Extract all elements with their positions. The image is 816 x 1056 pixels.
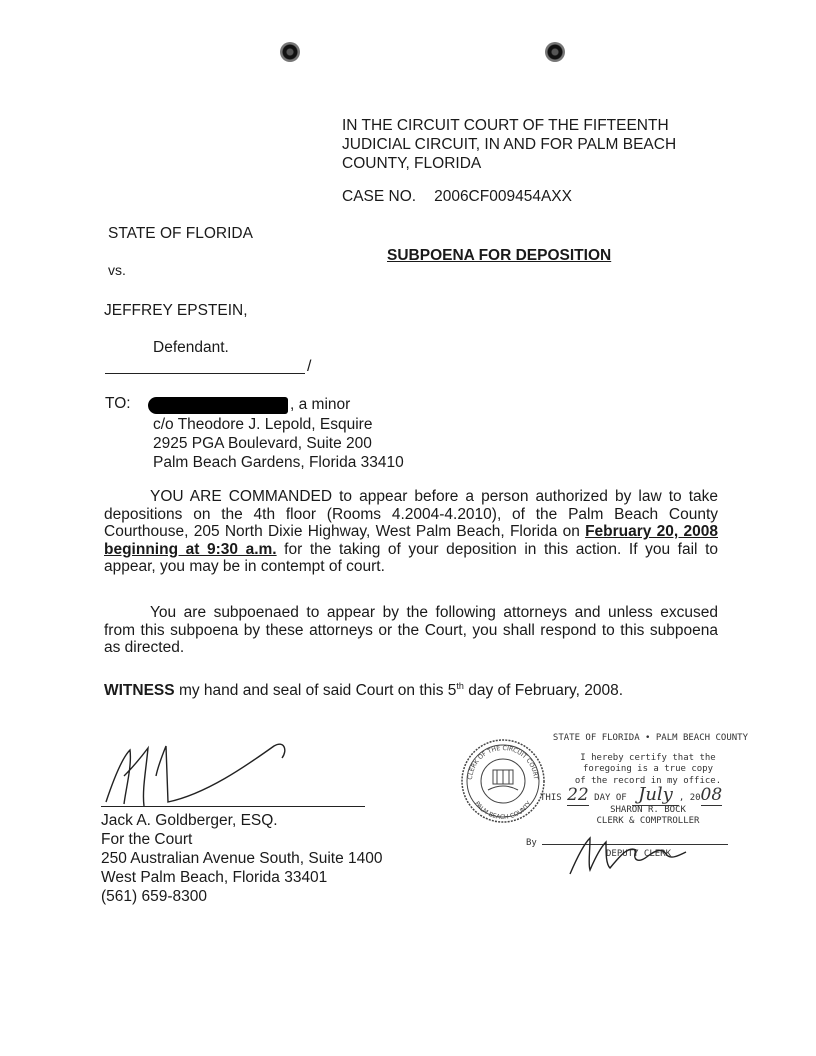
deposition-time: beginning at 9:30 a.m. [104,540,277,558]
case-number-label: CASE NO. [342,188,417,205]
cert-this-label: THIS [540,793,562,803]
command-text-a: YOU ARE COMMANDED to appear before a person authorized by law to take depositions on the 4th floor (Rooms 4.2004-4.2010), of the Palm Beach County Courthouse, 205 North Dixie Highway, West Palm Beach, Florida on [104,488,718,540]
court-header-line2: JUDICIAL CIRCUIT, IN AND FOR PALM BEACH [342,136,677,153]
case-number-line [342,188,572,206]
document-title: SUBPOENA FOR DEPOSITION [387,247,612,264]
case-number: 2006CF009454AXX [434,188,572,205]
seal-text-top: CLERK OF THE CIRCUIT COURT [466,744,540,781]
attorney-phone: (561) 659-8300 [101,888,207,905]
attorney-signature [96,736,296,808]
caption-divider [105,373,305,374]
cert-clerk-name: SHARON R. BOCK [610,804,686,815]
attorney-name: Jack A. Goldberger, ESQ. [101,812,278,829]
court-header [342,116,712,173]
versus: vs. [108,262,126,278]
cert-day-of: DAY OF [594,793,627,803]
attorney-address2: West Palm Beach, Florida 33401 [101,869,328,886]
cert-date-line: THIS 22 DAY OF July , 2008 [540,784,723,805]
cert-by-label: By [526,837,537,848]
redaction-bar [148,397,288,414]
cert-deputy-label: DEPUTY CLERK [606,849,672,859]
attorney-block [101,811,383,906]
cert-year-prefix: 20 [689,793,701,803]
command-paragraph [104,488,718,576]
attorney-for: For the Court [101,831,193,848]
deposition-date: February 20, 2008 [585,523,718,540]
court-header-line1: IN THE CIRCUIT COURT OF THE FIFTEENTH [342,117,669,134]
attorneys-paragraph [104,604,718,657]
witness-line [104,681,623,700]
witness-text-b: day of February, 2008. [468,682,624,700]
defendant-label: Defendant. [153,339,229,356]
court-header-line3: COUNTY, FLORIDA [342,155,482,172]
deputy-signature [566,834,706,878]
command-text-b: for the taking of your deposition in this action. If you fail to appear, you may be in contempt of court. [104,540,718,575]
cert-month: July [632,784,679,806]
to-label: TO: [105,395,131,412]
recipient-care-of: c/o Theodore J. Lepold, Esquire [153,416,373,433]
witness-ordinal: th [456,681,464,691]
cert-year-suffix: 08 [700,785,723,805]
recipient-address [153,415,404,472]
attorneys-text: You are subpoenaed to appear by the following attorneys and unless excused from this subpoena by these attorneys or the Court, you shall respond to this subpoena as directed. [104,604,718,656]
recipient-street: 2925 PGA Boulevard, Suite 200 [153,435,372,452]
cert-line1: I hereby certify that the [580,752,716,763]
caption-slash: / [307,358,312,375]
court-seal-icon [460,738,546,824]
witness-label: WITNESS [104,682,175,700]
cert-header: STATE OF FLORIDA • PALM BEACH COUNTY [552,733,748,743]
recipient-city: Palm Beach Gardens, Florida 33410 [153,454,404,471]
cert-day: 22 [567,785,589,805]
seal-text-bottom: PALM BEACH COUNTY [473,800,533,822]
punch-hole-left-icon [280,42,300,62]
cert-line2: foregoing is a true copy [582,764,714,774]
witness-text-a: my hand and seal of said Court on this 5 [178,682,457,700]
cert-line3: of the record in my office. [574,775,722,786]
attorney-address1: 250 Australian Avenue South, Suite 1400 [101,850,383,867]
plaintiff: STATE OF FLORIDA [108,225,253,242]
recipient-minor-suffix: , a minor [290,396,351,413]
defendant-name: JEFFREY EPSTEIN, [104,302,248,319]
signature-line [101,806,365,807]
cert-clerk-title: CLERK & COMPTROLLER [596,816,700,826]
punch-hole-right-icon [545,42,565,62]
